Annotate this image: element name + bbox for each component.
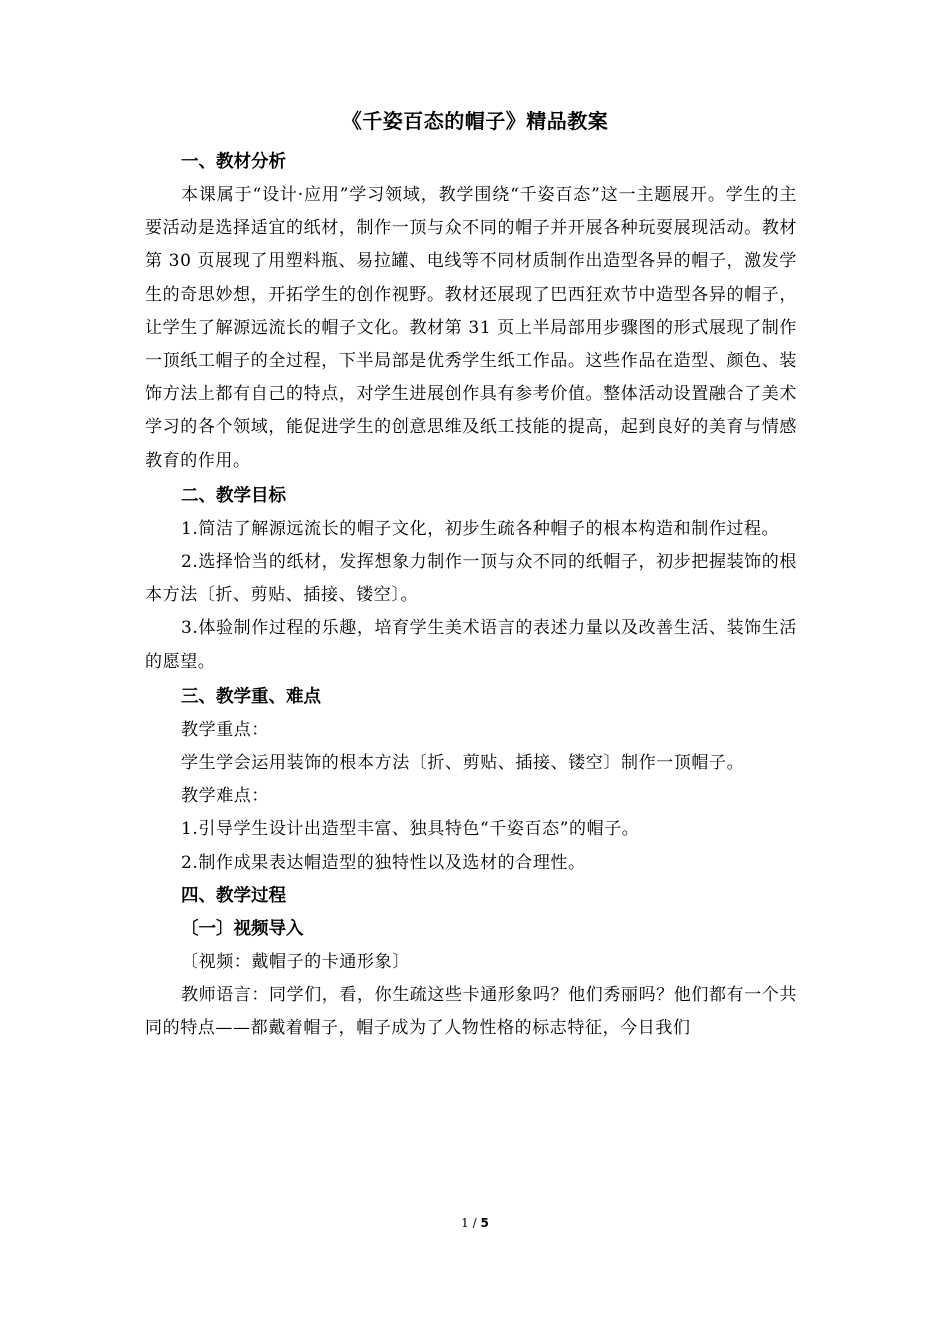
document-title: 《千姿百态的帽子》精品教案: [341, 109, 609, 133]
teacher-speech: 教师语言：同学们，看，你生疏这些卡通形象吗？他们秀丽吗？他们都有一个共同的特点——都戴着帽子，帽子成为了人物性格的标志特征，今日我们: [145, 985, 797, 1039]
difficulty-item: 1.引导学生设计出造型丰富、独具特色“千姿百态”的帽子。: [181, 819, 640, 840]
difficulty-label: 教学难点：: [181, 786, 269, 807]
key-point-text: 学生学会运用装饰的根本方法〔折、剪贴、插接、镂空〕制作一顶帽子。: [181, 753, 745, 774]
document-body: [145, 146, 797, 1045]
difficulty-item: 2.制作成果表达帽造型的独特性以及选材的合理性。: [181, 852, 586, 873]
page-separator: /: [468, 1216, 481, 1230]
video-note: 〔视频：戴帽子的卡通形象〕: [181, 951, 410, 972]
page-current: 1: [461, 1216, 469, 1230]
section-heading-process: 四、教学过程: [181, 885, 286, 906]
subsection-heading-video-intro: 〔一〕视频导入: [181, 918, 304, 939]
objective-item: 3.体验制作过程的乐趣，培育学生美术语言的表述力量以及改善生活、装饰生活的愿望。: [145, 618, 797, 672]
key-point-label: 教学重点：: [181, 719, 269, 740]
section-heading-material-analysis: 一、教材分析: [181, 152, 286, 172]
page-total: 5: [480, 1216, 489, 1230]
paragraph-material-analysis: 本课属于“设计·应用”学习领域，教学围绕“千姿百态”这一主题展开。学生的主要活动是选择适宜的纸材，制作一顶与众不同的帽子并开展各种玩耍展现活动。教材第 30 页展现了用塑料瓶、易拉罐、电线等不同材质制作出造型各异的帽子，激发学生的奇思妙想，开拓学生的创作视野。教材还展现了巴西狂欢节中造型各异的帽子，让学生了解源远流长的帽子文化。教材第 31 页上半局部用步骤图的形式展现了制作一顶纸工帽子的全过程，下半局部是优秀学生纸工作品。这些作品在造型、颜色、装饰方法上都有自己的特点，对学生进展创作具有参考价值。整体活动设置融合了美术学习的各个领域，能促进学生的创意思维及纸工技能的提高，起到良好的美育与情感教育的作用。: [145, 185, 797, 471]
objective-item: 1.简洁了解源远流长的帽子文化，初步生疏各种帽子的根本构造和制作过程。: [181, 518, 780, 539]
section-heading-key-points: 三、教学重、难点: [181, 686, 321, 707]
page-number: [0, 1216, 950, 1230]
objective-item: 2.选择恰当的纸材，发挥想象力制作一顶与众不同的纸帽子，初步把握装饰的根本方法〔折、剪贴、插接、镂空〕。: [145, 552, 797, 606]
section-heading-objectives: 二、教学目标: [181, 485, 286, 506]
